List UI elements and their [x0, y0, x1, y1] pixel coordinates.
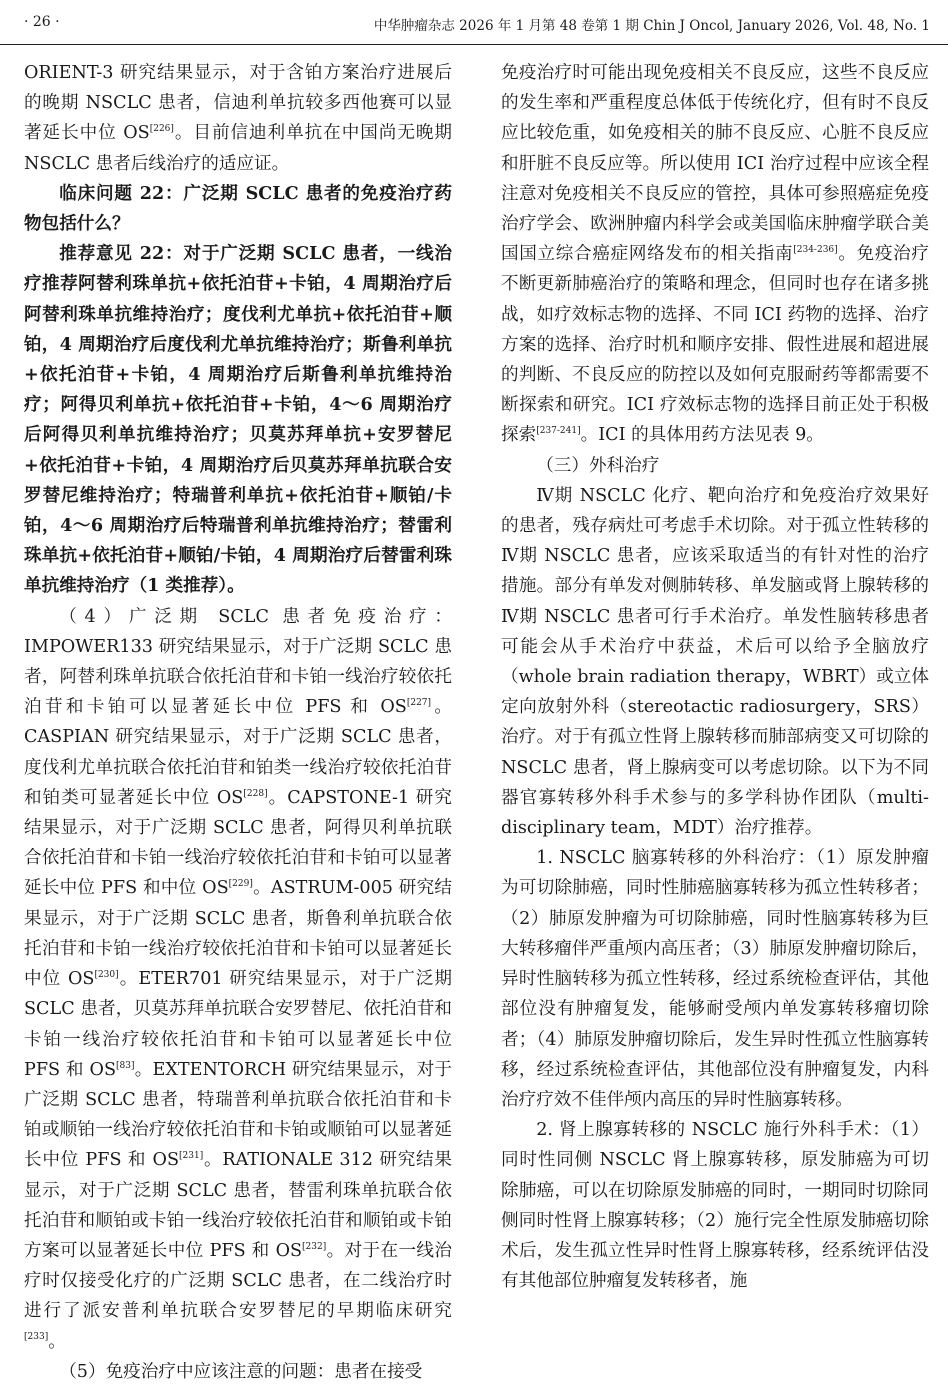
- citation: [231]: [179, 1151, 204, 1162]
- citation: [227]: [406, 698, 432, 709]
- citation: [228]: [243, 788, 268, 799]
- paragraph-immunotherapy-issues: （5）免疫治疗中应该注意的问题：患者在接受: [59, 1361, 423, 1382]
- page-number: · 26 ·: [24, 14, 60, 30]
- citation: [237-241]: [536, 426, 581, 437]
- citation: [230]: [94, 969, 119, 980]
- paragraph-surgery-intro: Ⅳ期 NSCLC 化疗、靶向治疗和免疫治疗效果好的患者，残存病灶可考虑手术切除。对于孤立性转移的Ⅳ期 NSCLC 患者，应该采取适当的有针对性的治疗措施。部分有单发对侧肺转移、单发脑或肾上腺转移的Ⅳ期 NSCLC 患者可行手术治疗。单发性脑转移患者可能会从手术治疗中获益，术后可以给予全脑放疗（whole brain radiation therapy，WBRT）或立体定向放射外科（stereotactic radiosurgery，SRS）治疗。对于有孤立性肾上腺转移而肺部病变又可切除的 NSCLC 患者，肾上腺病变可以考虑切除。以下为不同器官寡转移外科手术参与的多学科协作团队（multi-disciplinary team，MDT）治疗推荐。: [501, 485, 929, 839]
- left-column: [24, 58, 452, 1387]
- running-header: [0, 0, 948, 45]
- citation: [83]: [116, 1060, 135, 1071]
- citation: [229]: [228, 879, 253, 890]
- citation: [233]: [24, 1332, 49, 1343]
- paragraph-adrenal-oligometastasis: 2. 肾上腺寡转移的 NSCLC 施行外科手术：（1）同时性同侧 NSCLC 肾上腺寡转移，原发肺癌为可切除肺癌，可以在切除原发肺癌的同时，一期同时切除同侧同时性肾上腺寡转移；（2）施行完全性原发肺癌切除术后，发生孤立性异时性肾上腺寡转移，经系统评估没有其他部位肿瘤复发转移者，施: [501, 1120, 929, 1292]
- citation: [234-236]: [793, 245, 838, 256]
- citation: [232]: [302, 1241, 327, 1252]
- recommendation-22: 推荐意见 22：对于广泛期 SCLC 患者，一线治疗推荐阿替利珠单抗+依托泊苷+卡铂，4 周期治疗后阿替利珠单抗维持治疗；度伐利尤单抗+依托泊苷+顺铂，4 周期治疗后度伐利尤单抗维持治疗；斯鲁利单抗+依托泊苷+卡铂，4 周期治疗后斯鲁利单抗维持治疗；阿得贝利单抗+依托泊苷+卡铂，4～6 周期治疗后阿得贝利单抗维持治疗；贝莫苏拜单抗+安罗替尼+依托泊苷+卡铂，4 周期治疗后贝莫苏拜单抗联合安罗替尼维持治疗；特瑞普利单抗+依托泊苷+顺铂/卡铂，4～6 周期治疗后特瑞普利单抗维持治疗；替雷利珠单抗+依托泊苷+顺铂/卡铂，4 周期治疗后替雷利珠单抗维持治疗（1 类推荐）。: [24, 243, 452, 597]
- paragraph-brain-oligometastasis: 1. NSCLC 脑寡转移的外科治疗：（1）原发肿瘤为可切除肺癌，同时性肺癌脑寡转移为孤立性转移者；（2）肺原发肿瘤为可切除肺癌，同时性脑寡转移为巨大转移瘤伴严重颅内高压者；（3）肺原发肿瘤切除后，异时性脑转移为孤立性转移，经过系统检查评估，其他部位没有肿瘤复发，能够耐受颅内单发寡转移瘤切除者；（4）肺原发肿瘤切除后，发生异时性孤立性脑寡转移，经过系统检查评估，其他部位没有肿瘤复发，内科治疗疗效不佳伴颅内高压的异时性脑寡转移。: [501, 848, 929, 1110]
- paragraph-irae: 免疫治疗时可能出现免疫相关不良反应，这些不良反应的发生率和严重程度总体低于传统化疗，但有时不良反应比较危重，如免疫相关的肺不良反应、心脏不良反应和肝脏不良反应等。所以使用 ICI 治疗过程中应该全程注意对免疫相关不良反应的管控，具体可参照癌症免疫治疗学会、欧洲肿瘤内科学会或美国临床肿瘤学联合美国国立综合癌症网络发布的相关指南[234-236]。免疫治疗不断更新肺癌治疗的策略和理念，但同时也存在诸多挑战，如疗效标志物的选择、不同 ICI 药物的选择、治疗方案的选择、治疗时机和顺序安排、假性进展和超进展的判断、不良反应的防控以及如何克服耐药等都需要不断探索和研究。ICI 疗效标志物的选择目前正处于积极探索[237-241]。ICI 的具体用药方法见表 9。: [501, 63, 929, 446]
- paragraph-sclc-immunotherapy: （4）广泛期 SCLC 患者免疫治疗：IMPOWER133 研究结果显示，对于广泛期 SCLC 患者，阿替利珠单抗联合依托泊苷和卡铂一线治疗较依托泊苷和卡铂可以显著延长中位 PFS 和 OS[227]。CASPIAN 研究结果显示，对于广泛期 SCLC 患者，度伐利尤单抗联合依托泊苷和铂类一线治疗较依托泊苷和铂类可显著延长中位 OS[228]。CAPSTONE-1 研究结果显示，对于广泛期 SCLC 患者，阿得贝利单抗联合依托泊苷和卡铂一线治疗较依托泊苷和卡铂可以显著延长中位 PFS 和中位 OS[229]。ASTRUM-005 研究结果显示，对于广泛期 SCLC 患者，斯鲁利单抗联合依托泊苷和卡铂一线治疗较依托泊苷和卡铂可以显著延长中位 OS[230]。ETER701 研究结果显示，对于广泛期 SCLC 患者，贝莫苏拜单抗联合安罗替尼、依托泊苷和卡铂一线治疗较依托泊苷和卡铂可以显著延长中位 PFS 和 OS[83]。EXTENTORCH 研究结果显示，对于广泛期 SCLC 患者，特瑞普利单抗联合依托泊苷和卡铂或顺铂一线治疗较依托泊苷和卡铂或顺铂可以显著延长中位 PFS 和 OS[231]。RATIONALE 312 研究结果显示，对于广泛期 SCLC 患者，替雷利珠单抗联合依托泊苷和顺铂或卡铂一线治疗较依托泊苷和顺铂或卡铂方案可以显著延长中位 PFS 和 OS[232]。对于在一线治疗时仅接受化疗的广泛期 SCLC 患者，在二线治疗时进行了派安普利单抗联合安罗替尼的早期临床研究[233]。: [24, 606, 453, 1352]
- right-column: [501, 58, 929, 1296]
- journal-citation: 中华肿瘤杂志 2026 年 1 月第 48 卷第 1 期 Chin J Oncol, January 2026, Vol. 48, No. 1: [373, 18, 930, 34]
- section-heading-surgery: （三）外科治疗: [536, 455, 660, 476]
- clinical-question-22: 临床问题 22：广泛期 SCLC 患者的免疫治疗药物包括什么？: [24, 182, 452, 235]
- paragraph-orient3: ORIENT-3 研究结果显示，对于含铂方案治疗进展后的晚期 NSCLC 患者，信迪利单抗较多西他赛可以显著延长中位 OS[226]。目前信迪利单抗在中国尚无晚期 NSCLC 患者后线治疗的适应证。: [24, 63, 452, 174]
- citation: [226]: [149, 124, 174, 135]
